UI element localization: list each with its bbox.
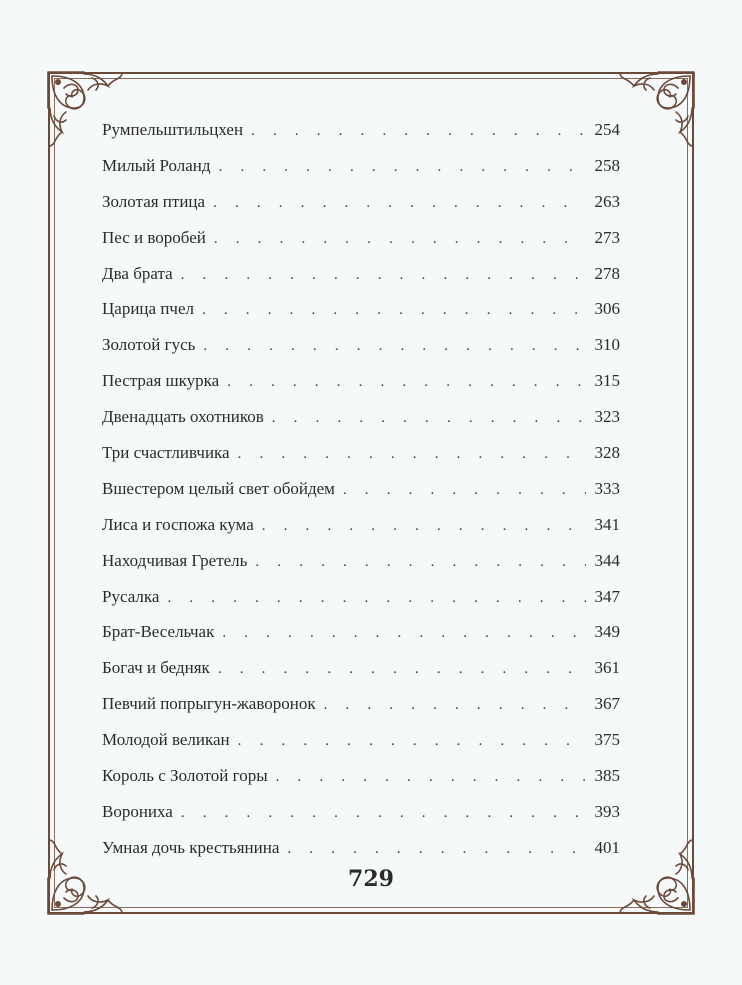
toc-entry[interactable] (102, 691, 620, 727)
toc-entry-page: 349 (594, 622, 620, 642)
toc-leader-dots (251, 118, 586, 144)
toc-leader-dots (272, 405, 586, 431)
toc-entry-page: 328 (594, 443, 620, 463)
toc-entry-title: Три счастливчика (102, 443, 230, 463)
toc-entry-page: 310 (594, 335, 620, 355)
toc-leader-dots (324, 692, 586, 718)
toc-entry[interactable] (102, 404, 620, 440)
toc-leader-dots (203, 333, 586, 359)
toc-entry-title: Золотой гусь (102, 335, 196, 355)
toc-leader-dots (255, 549, 586, 575)
toc-leader-dots (287, 836, 586, 862)
toc-entry-title: Ворониха (102, 801, 173, 821)
toc-entry-title: Богач и бедняк (102, 658, 210, 678)
toc-leader-dots (262, 513, 586, 539)
toc-entry-title: Двенадцать охотников (102, 407, 264, 427)
toc-entry[interactable] (102, 296, 620, 332)
toc-entry-title: Два брата (102, 263, 173, 283)
toc-leader-dots (181, 800, 586, 826)
toc-entry[interactable] (102, 189, 620, 225)
toc-entry-page: 258 (594, 155, 620, 175)
toc-entry-page: 254 (594, 120, 620, 139)
toc-leader-dots (213, 190, 586, 216)
toc-entry[interactable] (102, 476, 620, 512)
toc-leader-dots (181, 262, 586, 288)
toc-entry-page: 273 (594, 227, 620, 247)
toc-entry-title: Пестрая шкурка (102, 371, 220, 391)
toc-entry[interactable] (102, 153, 620, 189)
toc-leader-dots (219, 154, 586, 180)
toc-entry-title: Умная дочь крестьянина (102, 837, 280, 857)
flourish-corner-icon (616, 68, 698, 150)
toc-leader-dots (238, 728, 586, 754)
toc-entry-page: 341 (594, 514, 620, 534)
toc-entry[interactable] (102, 619, 620, 655)
toc-entry[interactable] (102, 512, 620, 548)
toc-leader-dots (343, 477, 586, 503)
toc-entry-title: Румпельштильцхен (102, 120, 244, 139)
toc-entry[interactable] (102, 440, 620, 476)
toc-entry-title: Король с Золотой горы (102, 766, 268, 786)
toc-entry-page: 315 (594, 371, 620, 391)
toc-leader-dots (202, 297, 586, 323)
toc-entry-page: 344 (594, 550, 620, 570)
toc-entry-title: Золотая птица (102, 191, 206, 211)
toc-entry-page: 361 (594, 658, 620, 678)
toc-entry-page: 347 (594, 586, 620, 606)
toc-entry-title: Пес и воробей (102, 227, 206, 247)
toc-entry[interactable] (102, 763, 620, 799)
toc-leader-dots (214, 226, 586, 252)
toc-entry[interactable] (102, 225, 620, 261)
toc-entry-title: Вшестером целый свет обойдем (102, 478, 335, 498)
toc-entry-page: 367 (594, 694, 620, 714)
toc-entry-page: 306 (594, 299, 620, 319)
toc-entry-title: Царица пчел (102, 299, 194, 319)
toc-entry-page: 385 (594, 766, 620, 786)
toc-entry[interactable] (102, 799, 620, 835)
toc-entry-title: Певчий попрыгун-жаворонок (102, 694, 316, 714)
page-number: 729 (348, 866, 394, 892)
toc-entry[interactable] (102, 261, 620, 297)
toc-entry-title: Молодой великан (102, 730, 230, 750)
toc-entry[interactable] (102, 727, 620, 763)
toc-leader-dots (218, 656, 586, 682)
toc-entry-page: 278 (594, 263, 620, 283)
toc-entry-page: 401 (594, 837, 620, 857)
toc-entry[interactable] (102, 368, 620, 404)
toc-leader-dots (167, 585, 586, 611)
toc-entry-page: 393 (594, 801, 620, 821)
toc-entry-page: 323 (594, 407, 620, 427)
toc-entry-page: 375 (594, 730, 620, 750)
toc-entry[interactable] (102, 332, 620, 368)
toc-entry[interactable] (102, 584, 620, 620)
toc-entry-page: 263 (594, 191, 620, 211)
toc-entry-title: Лиса и госпожа кума (102, 514, 254, 534)
toc-leader-dots (238, 441, 586, 467)
toc-entry-title: Находчивая Гретель (102, 550, 248, 570)
toc-entry-title: Милый Роланд (102, 155, 211, 175)
toc-leader-dots (276, 764, 586, 790)
toc-entry[interactable] (102, 548, 620, 584)
toc-leader-dots (222, 620, 586, 646)
toc-leader-dots (227, 369, 586, 395)
toc-entry[interactable] (102, 655, 620, 691)
table-of-contents (102, 117, 620, 871)
toc-entry-page: 333 (594, 478, 620, 498)
toc-entry-title: Русалка (102, 586, 160, 606)
toc-entry[interactable] (102, 117, 620, 153)
toc-entry-title: Брат-Весельчак (102, 622, 215, 642)
